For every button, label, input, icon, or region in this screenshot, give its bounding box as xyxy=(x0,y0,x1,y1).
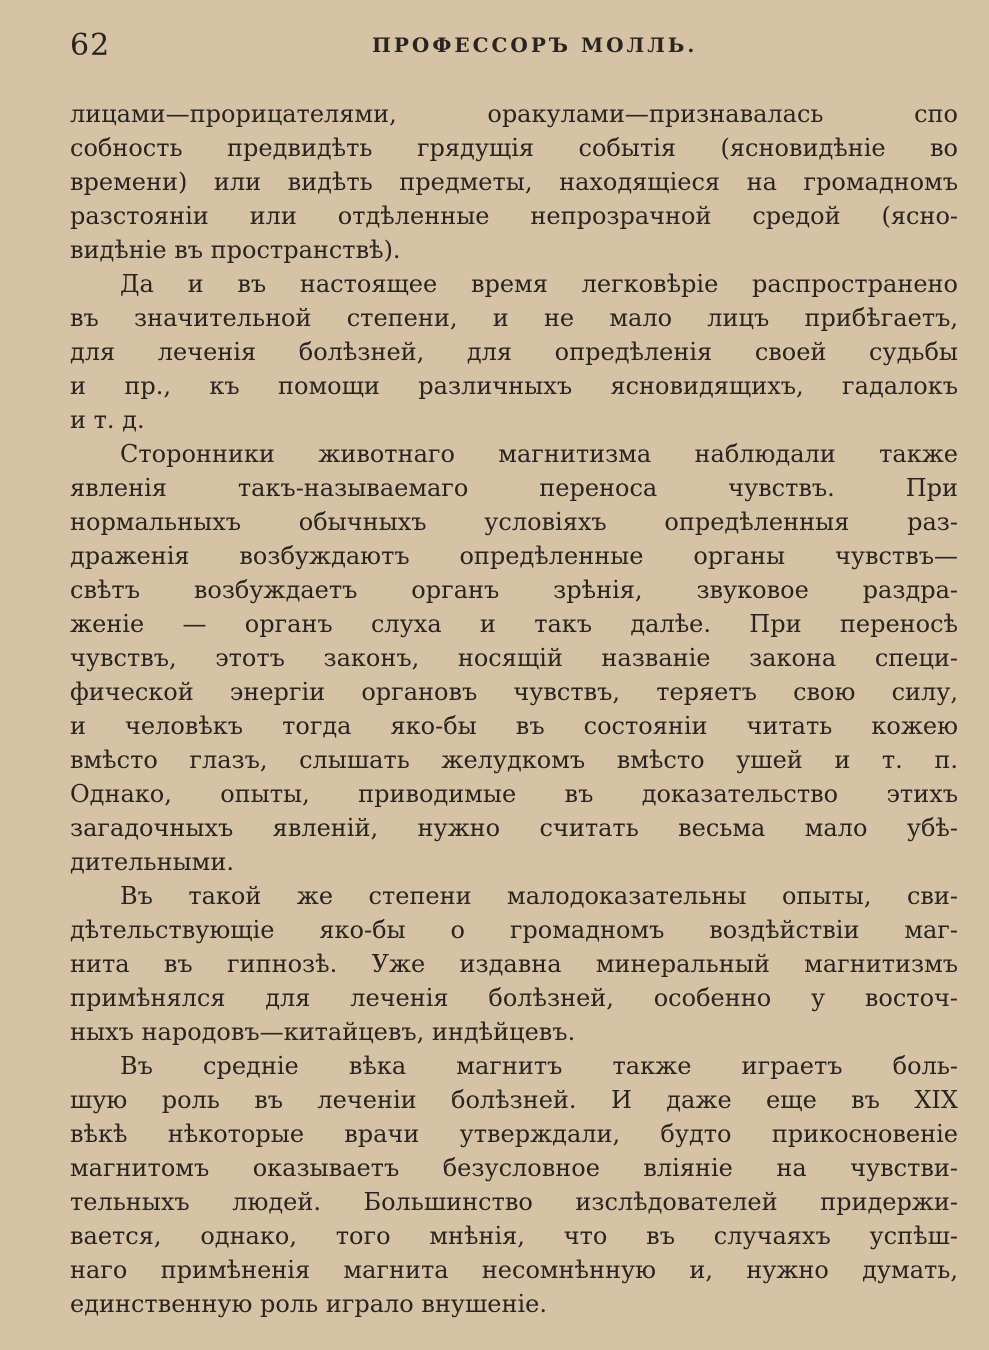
running-title: ПРОФЕССОРЪ МОЛЛЬ. xyxy=(372,33,698,57)
text-line: времени) или видѣть предметы, находящіеся на громадномъ xyxy=(70,168,958,196)
text-line: и пр., къ помощи различныхъ ясновидящихъ, гадалокъ xyxy=(70,372,958,400)
text-line: Однако, опыты, приводимые въ доказательство этихъ xyxy=(70,780,958,808)
text-line: фической энергіи органовъ чувствъ, теряетъ свою силу, xyxy=(70,678,958,706)
text-line: нита въ гипнозѣ. Уже издавна минеральный магнитизмъ xyxy=(70,950,958,978)
paragraph-first-line: Въ такой же степени малодоказательны опыты, сви- xyxy=(120,882,958,910)
paragraph-first-line: Въ средніе вѣка магнитъ также играетъ боль- xyxy=(120,1052,958,1080)
text-line: вмѣсто глазъ, слышать желудкомъ вмѣсто ушей и т. п. xyxy=(70,746,958,774)
text-line: тельныхъ людей. Большинство изслѣдователей придержи- xyxy=(70,1188,958,1216)
text-line: драженія возбуждаютъ опредѣленные органы чувствъ— xyxy=(70,542,958,570)
text-line: въ значительной степени, и не мало лицъ прибѣгаетъ, xyxy=(70,304,958,332)
text-line: свѣтъ возбуждаетъ органъ зрѣнія, звуковое раздра- xyxy=(70,576,958,604)
text-line: наго примѣненія магнита несомнѣнную и, нужно думать, xyxy=(70,1256,958,1284)
text-line: чувствъ, этотъ законъ, носящій названіе закона специ- xyxy=(70,644,958,672)
text-line: женіе — органъ слуха и такъ далѣе. При переносѣ xyxy=(70,610,958,638)
text-line: разстояніи или отдѣленные непрозрачной средой (ясно- xyxy=(70,202,958,230)
text-line: дѣтельствующіе яко-бы о громадномъ воздѣйствіи маг- xyxy=(70,916,958,944)
text-line: дительными. xyxy=(70,848,234,876)
text-line: вается, однако, того мнѣнія, что въ случаяхъ успѣш- xyxy=(70,1222,958,1250)
text-line: вѣкѣ нѣкоторые врачи утверждали, будто прикосновеніе xyxy=(70,1120,958,1148)
paragraph-first-line: Сторонники животнаго магнитизма наблюдали также xyxy=(120,440,958,468)
text-line: для леченія болѣзней, для опредѣленія своей судьбы xyxy=(70,338,958,366)
text-line: единственную роль играло внушеніе. xyxy=(70,1290,548,1318)
text-line: и человѣкъ тогда яко-бы въ состояніи читать кожею xyxy=(70,712,958,740)
text-line: загадочныхъ явленій, нужно считать весьма мало убѣ- xyxy=(70,814,958,842)
page-number: 62 xyxy=(70,28,111,63)
text-line: и т. д. xyxy=(70,406,145,434)
text-line: видѣніе въ пространствѣ). xyxy=(70,236,401,264)
text-line: явленія такъ-называемаго переноса чувствъ. При xyxy=(70,474,958,502)
text-line: лицами—прорицателями, оракулами—признавалась спо xyxy=(70,100,958,128)
text-line: примѣнялся для леченія болѣзней, особенно у восточ- xyxy=(70,984,958,1012)
text-line: магнитомъ оказываетъ безусловное вліяніе на чувстви- xyxy=(70,1154,958,1182)
text-line: ныхъ народовъ—китайцевъ, индѣйцевъ. xyxy=(70,1018,576,1046)
text-line: собность предвидѣть грядущія событія (ясновидѣніе во xyxy=(70,134,958,162)
text-line: нормальныхъ обычныхъ условіяхъ опредѣленныя раз- xyxy=(70,508,958,536)
paragraph-first-line: Да и въ настоящее время легковѣріе распространено xyxy=(120,270,958,298)
text-line: шую роль въ леченіи болѣзней. И даже еще въ XIX xyxy=(70,1086,958,1114)
